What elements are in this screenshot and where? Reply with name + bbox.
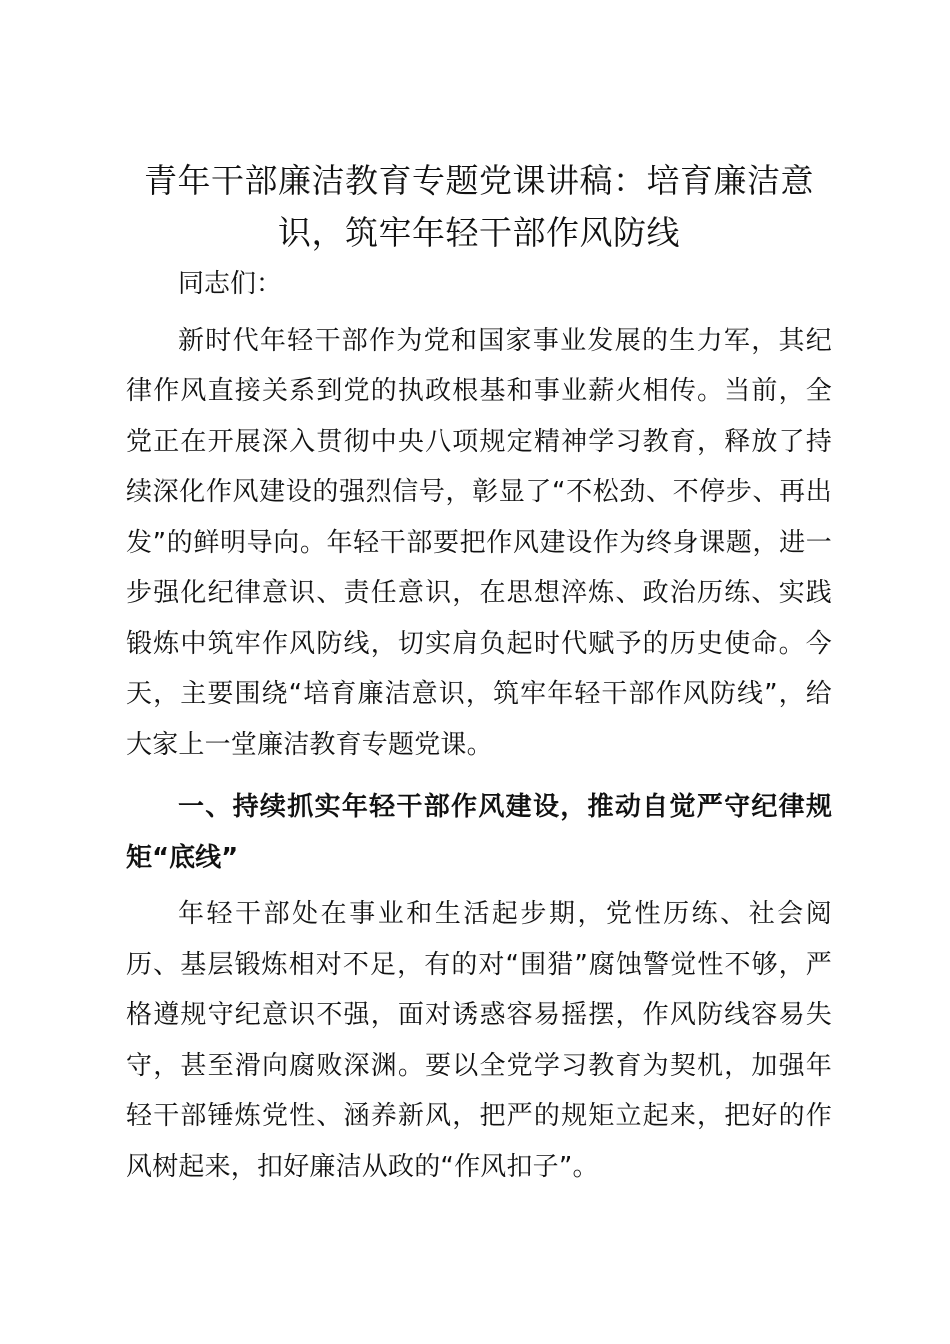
paragraph-intro: 新时代年轻干部作为党和国家事业发展的生力军，其纪律作风直接关系到党的执政根基和事业薪火相传。当前，全党正在开展深入贯彻中央八项规定精神学习教育，释放了持续深化作风建设的强烈信号，彰显了“不松劲、不停步、再出发”的鲜明导向。年轻干部要把作风建设作为终身课题，进一步强化纪律意识、责任意识，在思想淬炼、政治历练、实践锻炼中筑牢作风防线，切实肩负起时代赋予的历史使命。今天，主要围绕“培育廉洁意识，筑牢年轻干部作风防线”，给大家上一堂廉洁教育专题党课。 xyxy=(126,325,832,760)
paragraph-section-1: 年轻干部处在事业和生活起步期，党性历练、社会阅历、基层锻炼相对不足，有的对“围猎”腐蚀警觉性不够，严格遵规守纪意识不强，面对诱惑容易摇摆，作风防线容易失守，甚至滑向腐败深渊。要以全党学习教育为契机，加强年轻干部锤炼党性、涵养新风，把严的规矩立起来，把好的作风树起来，扣好廉洁从政的“作风扣子”。 xyxy=(126,899,832,1182)
document-title: 青年干部廉洁教育专题党课讲稿：培育廉洁意识，筑牢年轻干部作风防线 xyxy=(144,161,814,252)
section-heading-1: 一、持续抓实年轻干部作风建设，推动自觉严守纪律规矩“底线” xyxy=(126,792,832,873)
salutation: 同志们： xyxy=(178,269,283,299)
document-body xyxy=(126,155,832,1192)
